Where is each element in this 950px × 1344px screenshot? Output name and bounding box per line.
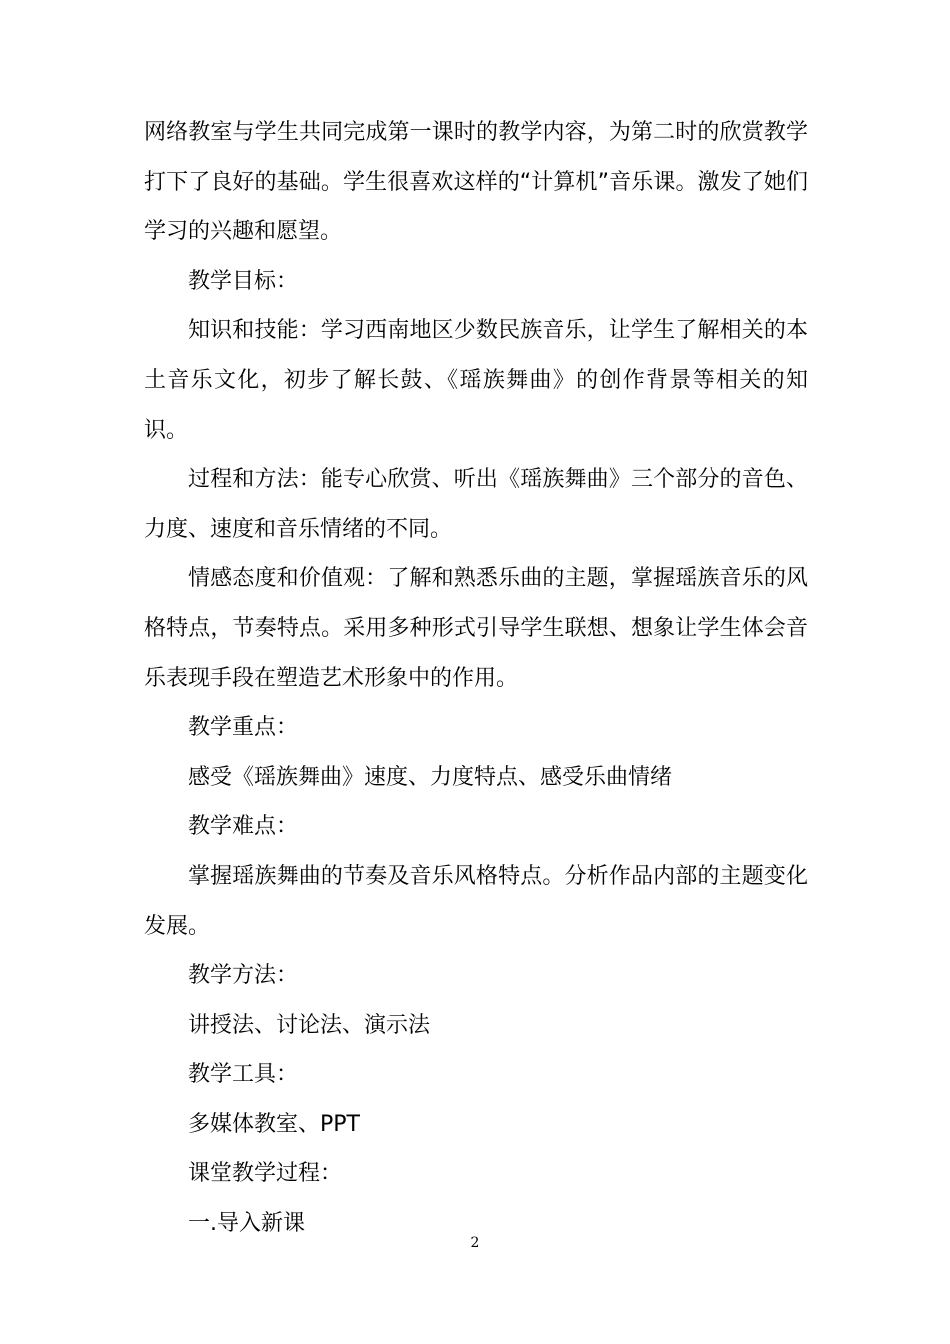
heading-class-process: 课堂教学过程： (188, 1161, 343, 1187)
paragraph-key-points: 感受《瑶族舞曲》速度、力度特点、感受乐曲情绪 (188, 764, 673, 790)
paragraph-process-methods: 过程和方法：能专心欣赏、听出《瑶族舞曲》三个部分的音色、力度、速度和音乐情绪的不同。 (144, 467, 808, 542)
paragraph-teaching-methods: 讲授法、讨论法、演示法 (188, 1012, 431, 1038)
heading-section-one: 一.导入新课 (188, 1211, 305, 1237)
paragraph-emotion-values: 情感态度和价值观：了解和熟悉乐曲的主题，掌握瑶族音乐的风格特点，节奏特点。采用多种形式引导学生联想、想象让学生体会音乐表现手段在塑造艺术形象中的作用。 (144, 566, 808, 691)
heading-difficulties: 教学难点： (188, 814, 299, 840)
heading-teaching-methods: 教学方法： (188, 963, 299, 989)
heading-key-points: 教学重点： (188, 715, 299, 741)
paragraph-difficulties: 掌握瑶族舞曲的节奏及音乐风格特点。分析作品内部的主题变化发展。 (144, 863, 808, 939)
paragraph-teaching-tools: 多媒体教室、PPT (188, 1111, 360, 1137)
document-body (144, 108, 808, 1249)
page-number: 2 (470, 1235, 480, 1251)
heading-teaching-objectives: 教学目标： (188, 268, 299, 294)
paragraph-knowledge-skills: 知识和技能：学习西南地区少数民族音乐，让学生了解相关的本土音乐文化，初步了解长鼓、《瑶族舞曲》的创作背景等相关的知识。 (144, 318, 808, 443)
heading-teaching-tools: 教学工具： (188, 1062, 299, 1088)
paragraph-intro-continued: 网络教室与学生共同完成第一课时的教学内容，为第二时的欣赏教学打下了良好的基础。学生很喜欢这样的“计算机”音乐课。激发了她们学习的兴趣和愿望。 (144, 120, 808, 245)
